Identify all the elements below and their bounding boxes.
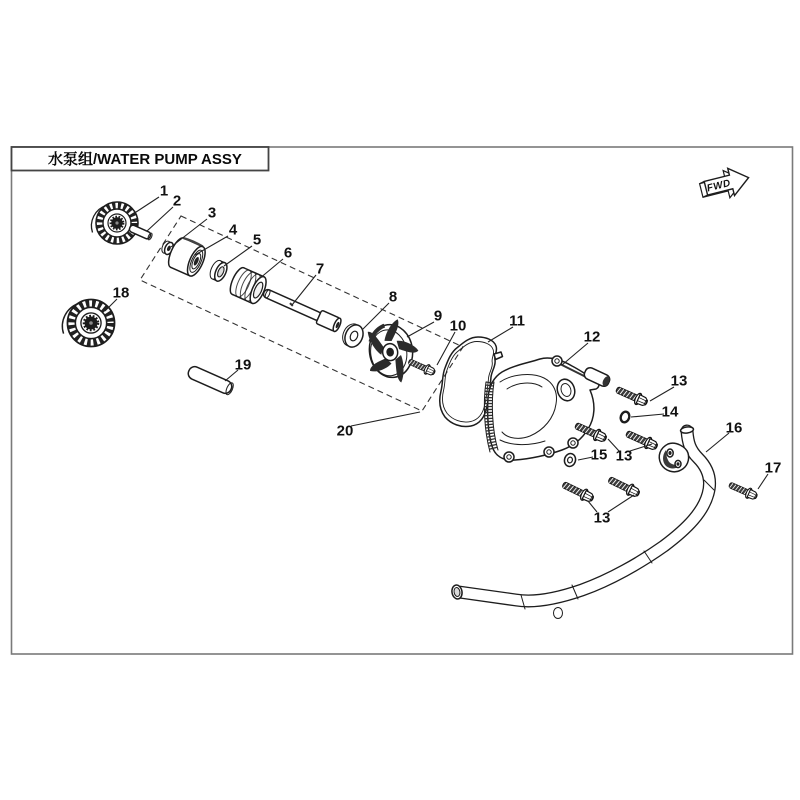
part-5-seal-ring xyxy=(208,259,230,283)
fwd-arrow-icon xyxy=(698,164,753,204)
part-number-13: 13 xyxy=(670,372,688,390)
leader-line-part-6 xyxy=(259,259,283,279)
part-number-1: 1 xyxy=(159,182,169,200)
part-number-8: 8 xyxy=(388,288,398,306)
part-14-o-ring xyxy=(619,411,630,424)
part-13-bolt-bottom-right xyxy=(607,474,642,499)
part-number-12: 12 xyxy=(583,328,601,346)
part-15-washer xyxy=(563,452,577,468)
part-number-5: 5 xyxy=(252,231,262,249)
leader-line-part-9 xyxy=(407,322,434,337)
part-number-15: 15 xyxy=(590,446,608,464)
part-number-3: 3 xyxy=(207,204,217,222)
part-13-bolt-bottom-left xyxy=(561,479,596,504)
part-number-19: 19 xyxy=(234,356,252,374)
fwd-label: FWD xyxy=(705,177,733,195)
part-number-6: 6 xyxy=(283,244,293,262)
leader-line-part-20 xyxy=(351,412,420,426)
leader-line-part-12 xyxy=(562,343,588,365)
leader-line-part-1 xyxy=(130,197,159,216)
part-1-gear xyxy=(91,202,138,244)
part-number-20: 20 xyxy=(336,422,354,440)
part-number-17: 17 xyxy=(764,459,782,477)
part-number-13: 13 xyxy=(593,509,611,527)
part-18-gear xyxy=(62,299,114,346)
leader-line-part-7 xyxy=(292,275,316,305)
part-number-11: 11 xyxy=(509,312,525,330)
pipe-bracket xyxy=(659,443,688,472)
part-number-10: 10 xyxy=(449,317,467,335)
leader-line-part-10 xyxy=(437,332,455,365)
part-number-9: 9 xyxy=(433,307,443,325)
part-number-4: 4 xyxy=(228,221,238,239)
leader-line-part-5 xyxy=(224,246,252,266)
part-number-18: 18 xyxy=(112,284,130,302)
part-8-washer xyxy=(339,321,366,350)
callouts-layer xyxy=(105,183,781,527)
part-10-bolt xyxy=(407,357,437,378)
part-9-impeller xyxy=(362,317,423,387)
part-number-7: 7 xyxy=(315,260,325,278)
part-13-bolt-top xyxy=(614,384,649,408)
leader-line-part-13 xyxy=(608,495,634,512)
part-6-mechanical-seal xyxy=(227,266,269,306)
page-title: 水泵组/WATER PUMP ASSY xyxy=(48,151,242,168)
leader-line-part-14 xyxy=(631,414,664,417)
part-number-16: 16 xyxy=(725,419,743,437)
part-number-13: 13 xyxy=(615,447,633,465)
part-16-pipe xyxy=(451,426,714,618)
part-17-bolt xyxy=(727,480,759,502)
leader-line-part-2 xyxy=(147,207,173,231)
part-number-14: 14 xyxy=(661,403,679,421)
part-4-bearing xyxy=(165,235,209,279)
part-19-pin xyxy=(186,365,234,396)
part-number-2: 2 xyxy=(172,192,182,210)
